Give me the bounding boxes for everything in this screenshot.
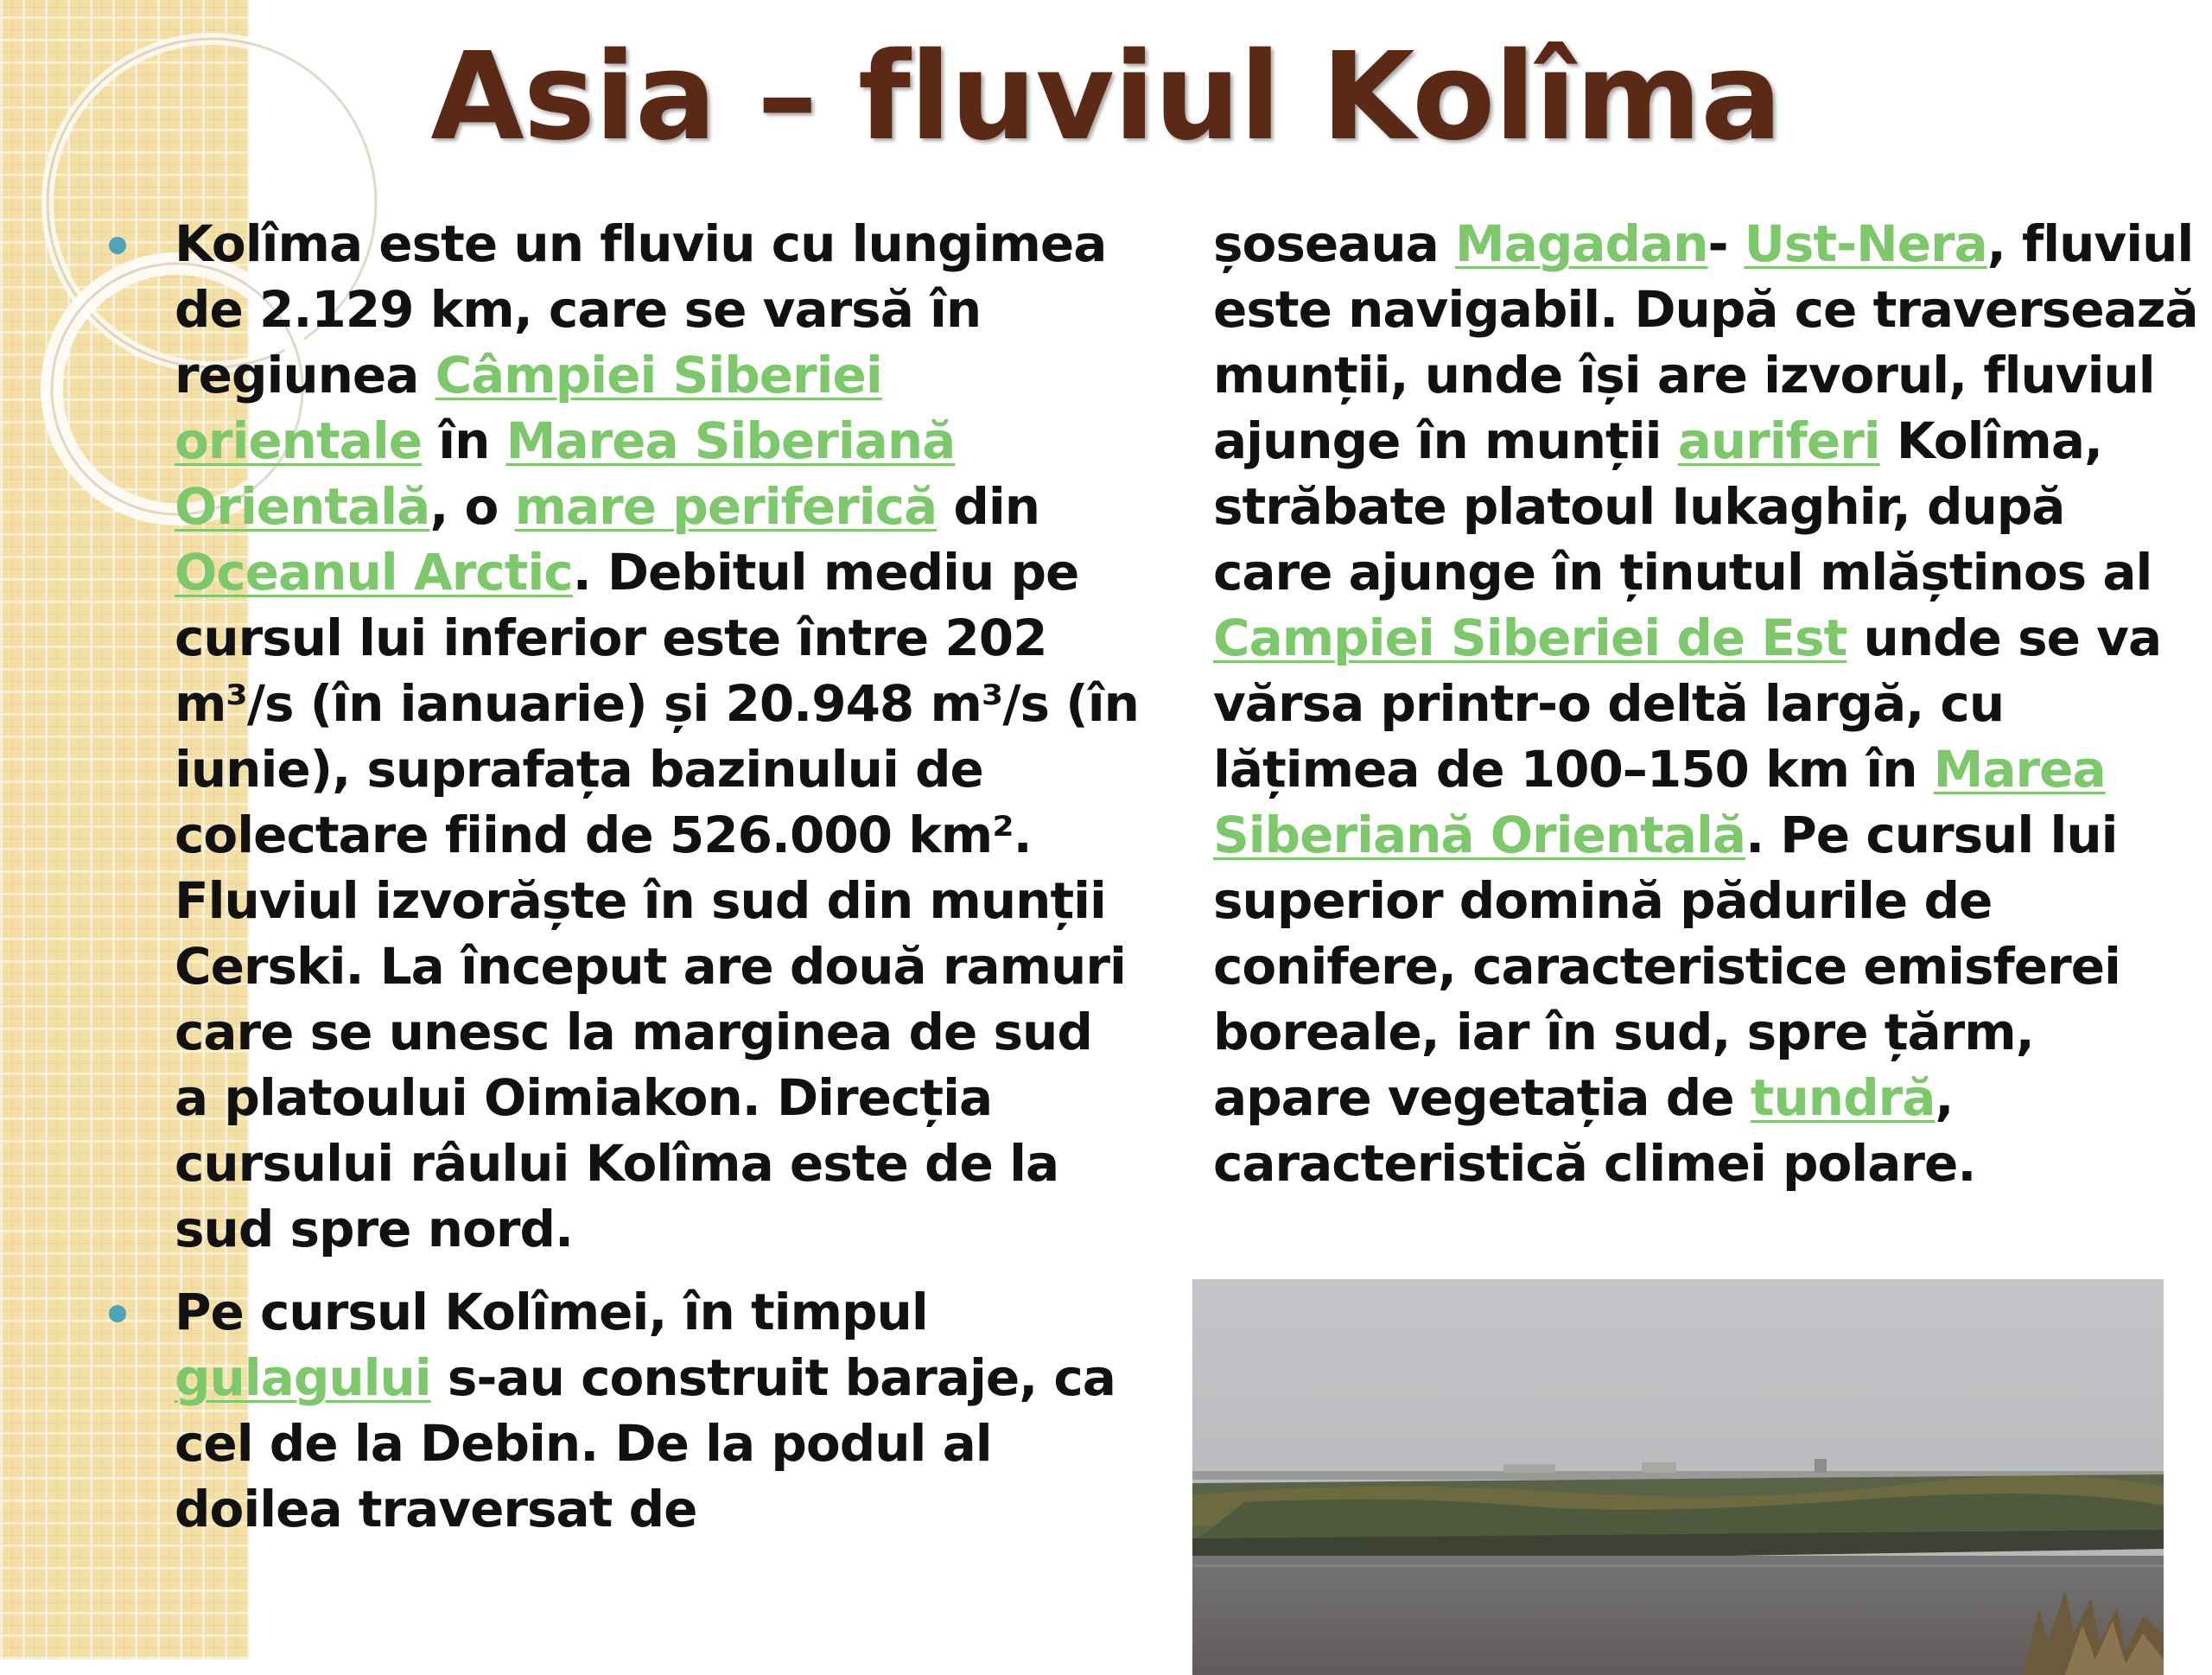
text-segment: unde se va vărsa printr-o deltă largă, cu lățimea de 100–150 km în (1213, 608, 2162, 799)
text-segment: s-au construit baraje, ca cel de la Debin. De la podul al doilea traversat de (175, 1348, 1116, 1538)
bullet-paragraph-1 (104, 211, 1141, 1262)
left-column (104, 211, 1141, 1559)
link-mare-periferica[interactable]: mare periferică (514, 477, 938, 536)
text-segment: , caracteristică climei polare. (1213, 1068, 1976, 1193)
link-ust-nera[interactable]: Ust-Nera (1744, 214, 1987, 273)
text-segment: , fluviul este navigabil. După ce traversează munții, unde își are izvorul, fluviul ajunge în munții (1213, 214, 2198, 470)
link-marea-siberiana-orientala[interactable]: Marea Siberiană Orientală (175, 411, 956, 536)
text-segment: . Pe cursul lui superior domină pădurile de conifere, caracteristice emisferei boreale, iar în sud, spre țărm, apare vegetația de (1213, 806, 2120, 1127)
text-segment: . Debitul mediu pe cursul lui inferior este între 202 m³/s (în ianuarie) și 20.948 m³/s (în iunie), suprafața bazinului de colectare fiind de 526.000 km². Fluviul izvorăște în sud din munții Cerski. La început are două ramuri care se unesc la marginea de sud a platoului Oimiakon. Direcția cursului râului Kolîma este de la sud spre nord. (175, 543, 1139, 1258)
link-magadan[interactable]: Magadan (1455, 214, 1708, 273)
link-campiei-siberiei-de-est[interactable]: Campiei Siberiei de Est (1213, 608, 1847, 667)
link-gulagului[interactable]: gulagului (175, 1348, 431, 1407)
text-segment: Pe cursul Kolîmei, în timpul (175, 1283, 928, 1341)
link-campiei-siberiei-orientale[interactable]: Câmpiei Siberiei orientale (175, 346, 882, 470)
river-photo (1192, 1279, 2164, 1675)
link-oceanul-arctic[interactable]: Oceanul Arctic (175, 543, 573, 602)
continuation-paragraph (1213, 211, 2198, 1196)
text-segment: - (1707, 214, 1745, 273)
text-segment: din (937, 477, 1040, 536)
link-tundra[interactable]: tundră (1750, 1068, 1936, 1127)
bullet-dot-icon (109, 237, 126, 254)
text-segment: Kolîma este un fluviu cu lungimea de 2.129 km, care se varsă în regiunea (175, 214, 1107, 404)
link-marea-siberiana-orientala-2[interactable]: Marea Siberiană Orientală (1213, 740, 2106, 864)
bullet-paragraph-2 (104, 1279, 1141, 1542)
text-segment: , o (429, 477, 515, 536)
right-column (1213, 211, 2198, 1213)
slide-title: Asia – fluviul Kolîma (430, 27, 1782, 168)
text-segment: în (422, 411, 506, 470)
text-segment: șoseaua (1213, 214, 1455, 273)
text-segment: Kolîma, străbate platoul Iukaghir, după care ajunge în ținutul mlăștinos al (1213, 411, 2152, 602)
bullet-dot-icon (109, 1305, 126, 1322)
link-auriferi[interactable]: auriferi (1677, 411, 1880, 470)
